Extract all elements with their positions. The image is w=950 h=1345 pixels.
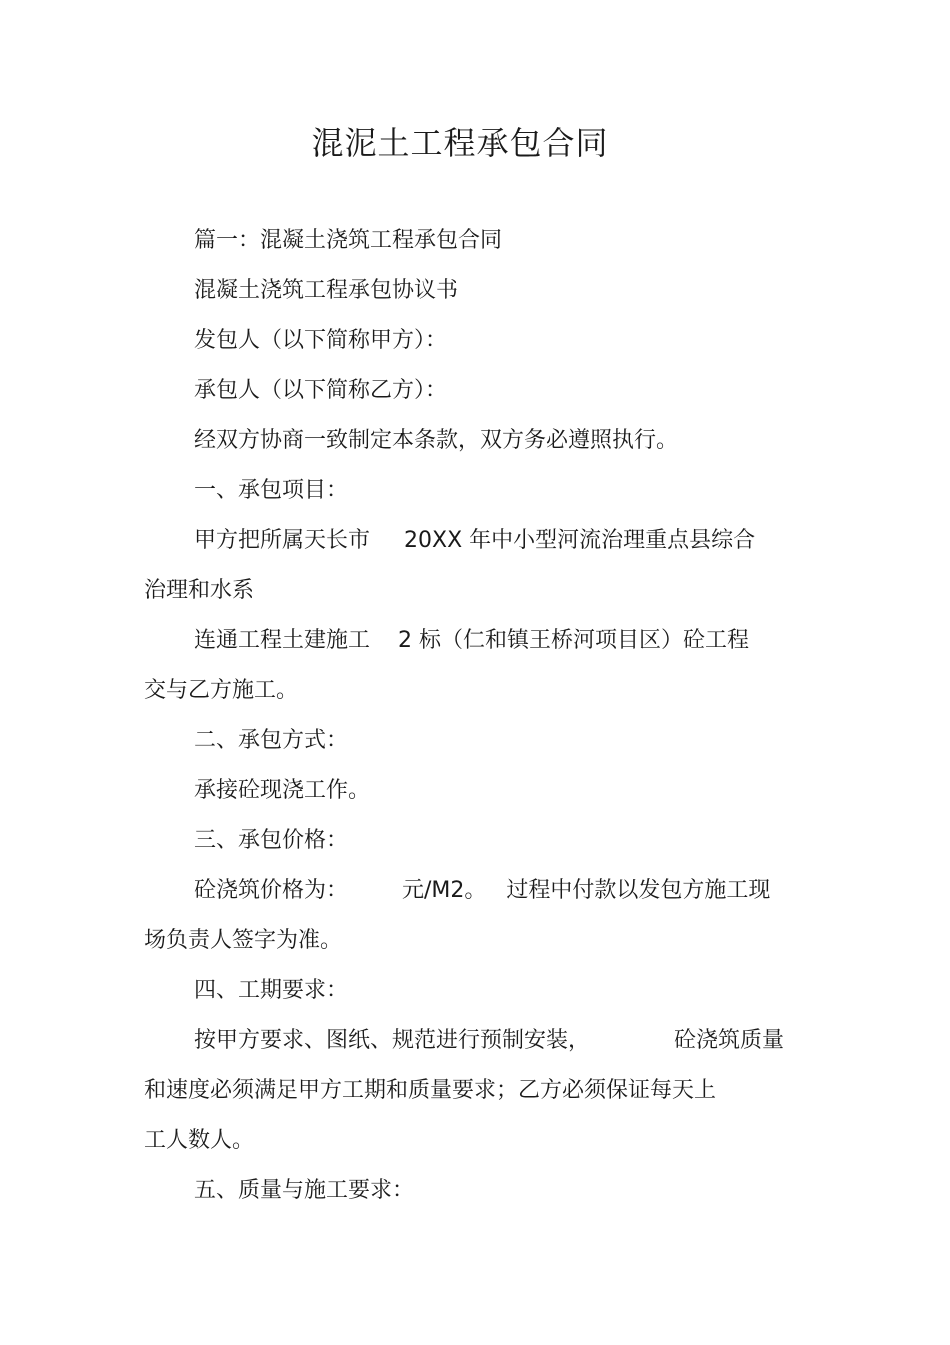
text-segment: 连通工程土建施工 (194, 628, 371, 653)
paragraph-section4-line2: 和速度必须满足甲方工期和质量要求；乙方必须保证每天上 (144, 1078, 717, 1103)
text-segment: 2 标（仁和镇王桥河项目区）砼工程 (398, 628, 750, 653)
section-heading-3: 三、承包价格： (194, 828, 349, 853)
paragraph-agreement-clause: 经双方协商一致制定本条款，双方务必遵照执行。 (194, 428, 679, 453)
section-heading-2: 二、承包方式： (194, 728, 349, 753)
text-segment: 过程中付款以发包方施工现 (506, 878, 771, 903)
section-heading-1: 一、承包项目： (194, 478, 349, 503)
paragraph-section3-line2: 场负责人签字为准。 (144, 928, 343, 953)
text-segment: 砼浇筑质量 (674, 1028, 785, 1053)
section-heading-4: 四、工期要求： (194, 978, 349, 1003)
document-title: 混泥土工程承包合同 (311, 124, 609, 162)
paragraph-section4-line1 (194, 1026, 784, 1056)
text-segment: 元/M2。 (402, 878, 487, 903)
text-segment: 20XX 年中小型河流治理重点县综合 (404, 528, 756, 553)
text-segment: 甲方把所属天长市 (194, 528, 371, 553)
paragraph-section4-line3: 工人数人。 (144, 1128, 255, 1153)
paragraph-item1-line1 (194, 526, 755, 556)
paragraph-party-a: 发包人（以下简称甲方）： (194, 328, 448, 353)
paragraph-agreement-title: 混凝土浇筑工程承包协议书 (194, 278, 459, 303)
paragraph-item1-line2: 治理和水系 (144, 578, 255, 603)
paragraph-section3-line1 (194, 876, 770, 906)
paragraph-section2: 承接砼现浇工作。 (194, 778, 371, 803)
paragraph-item1-line3 (194, 626, 749, 656)
text-segment: 按甲方要求、图纸、规范进行预制安装， (194, 1028, 591, 1053)
section-heading-5: 五、质量与施工要求： (194, 1178, 415, 1203)
paragraph-part-one: 篇一：混凝土浇筑工程承包合同 (194, 228, 503, 253)
text-segment: 砼浇筑价格为： (194, 878, 349, 903)
paragraph-item1-line4: 交与乙方施工。 (144, 678, 299, 703)
paragraph-party-b: 承包人（以下简称乙方）： (194, 378, 448, 403)
